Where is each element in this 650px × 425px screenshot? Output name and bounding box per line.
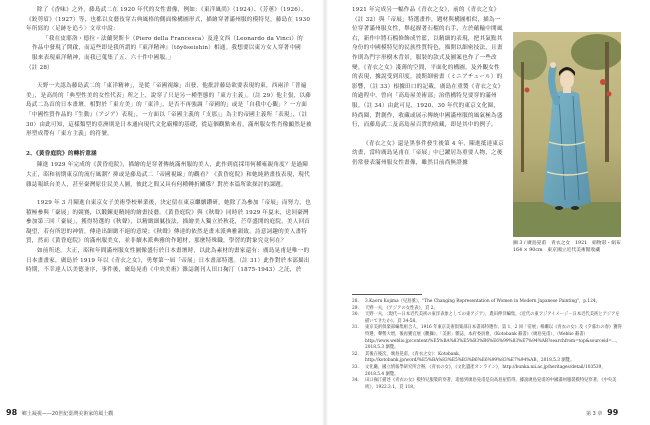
book-gutter [322,0,328,425]
footnote-31: 31. 東京美術倶楽部編集組合人，1916 年東京美術倶楽部日本書部特選作。第 1、2 回「帝展」相繼以《青衣の女》及《夕暮れの春》獲得特選，聲勢大增，後再獲官展《觀獅》、「美術」雜誌，本府委員會，《Kotobank 辭書》（廣島晃甫），（Weblio 辭書）http://www.weblio.jp/content/%E5%BA%83%E5%B3%B6%E6%99%83%E7%94%AB?searchfrom=top&sourceid=..., 2018.5.3 瀏覽。 [352,325,622,351]
paragraph: 如前所述，大正，昭和年間滿州服女性圖像盛行於日本畫壇時，以此為素材的畫家還有：廣島晃甫是唯一的日本畫畫家，廣島於 1919 年以《青衣之女》，勇奪第一屆「帝展」日本畫部特選。（註 31）此作對於本部描出時期，不幸達人以美德並序，事件後，廣島晃甫《中央美術》雜誌創刊人田口掬汀（1875-1943）之託，於 [26,248,310,274]
paragraph: 1921 年完成另一幅作品《青衣之女》，前的《青衣之女》（註 32）與「帝展」特選畫作，題材與構圖相似，描為一位穿著滿州服女性，舉起握著石榴的右手，左於蘊輸中開風右，新作中將石榴修飾成竹籃，以精細的表現，把其氣點其身份的中國模特兒的民族性質特色，描開以細密技法，且畫作則為門字形樹木背景，服裝的款式及圖案也作了一些改變。《青衣之女》淺薄的空間，平面化的構圖，及外觀女性的表現，據說受到印度，波斯細密畫（ミニアチュール）的影響，（註 33）根據田口的記載，廣島在重製《青衣之女》的過程中，曾向「高島屋美術部」治借構特兒要穿的滿州服。（註 34）由此可見，1920、30 年代的東京文化圈，時尚圈，對創作，收藏或展示傳統中國滿州服的風氣極為盛行，而藤島武二及高島屋百貨的收藏，即是其中的例子。 [352,7,504,129]
chapter-label: 第 3 章 [586,411,603,417]
running-title: 鄉土凝視——20世紀臺灣美術家的風土觀 [21,411,114,417]
footnote-33: 33. 文化廳，國立情報學研究所合辦，《青衣の女》，《文化遺產オンライン》，http://bunka.nii.ac.jp/heritages/detail/103539，2018.5.4 瀏覽。 [352,364,606,377]
figure-caption: 圖 3 / 廣島晃甫 青衣之女 1921 絹物彩・絹布 164 × 90cm 東京國立近代美術館收藏 [513,241,621,253]
paragraph: 《青衣之女》還是黑事件發生後第 4 年，陳進抵達東京幼畫，當時廣島晃甫在「帝展」中已躍居為重要人物，之後仍常發表滿州服女性畫像，雖然目前尚無證據 [352,140,504,166]
paragraph: 1929 年 3 月陳進自東京女子美術學校畢業後，決定留在東京繼續鑽研，她除了為參加「帝展」而努力，也積極參與「臺展」的競賽，以鍛鍊更精純的繪畫技藝。《黃昏庭院》與《秋聲》同時於 1929 年夏末，送回臺灣參加第三回「臺展」，獲得特選的《秋聲》，以精緻細膩技法，描繪美人獨立於秋花，芒草盛開的庭院，美人回首凝望，若有所思的神情，傳達出細緻不絕的意境；《秋聲》傳達的依然是畫末派典雅韻致，詩意詞趣的美人畫特質，然而《黃昏庭院》的滿州服美女，並非續木派典雅的作題材，那麼特殊職，學習的對象究竟何在？ [26,200,311,245]
paragraph: 陳進 1929 年完成的《黃昏庭院》，描繪的是穿著傳統滿州服的美人，此作到底採用何種雍親角度？是過陳大正，昭和初期東京的流行風潮？抑或是藤島武二「帝國視線」的觀看？《黃昏庭院》和她純熟畫技表現，現代雜誌報紙台美人，甚至臺灣原住民美人圖，彼此之間又具有何種轉折關係？對於本篇所欲探討的課題。 [26,162,310,188]
footnote-30: 30. 天野一夫，〈現代—日本近代美術の東洋表象としての東アジア〉，農田伸洋編集，《近代の東アジアイメージ－日本近代美術とアジアを描いてきたか》，頁 34-58。 [352,312,620,324]
paragraph: 天野一夫認為藤島武二的「東洋精神」，是從「帝國視線」出發，他批評藤島欲要表現的東，西兩洋「普遍美」，是高尚的「典型性美的女性代表」所之上，說穿了只是另一種型態的「東方主義」。（註 29）他主張，以藤島武二為首的日本畫壇，相對於「東方美」的「東洋」，是否不再強調「帝國的」或是「自我中心觀」？一方面「中國性質作品的『生動』（アジア）表現」，一方面以「帝國主義的『支那』」為主的帝國主義所「表現」，（註 30）由此可知，這樣類型的亞洲則是日本通向現代文化霸權的基礎，從這個觀點來看，滿州服女性肖像顯然是被形塑成帶有「東方主義」的符號。 [26,83,312,138]
page-number-left: 98 [6,408,18,417]
painting-image [513,32,621,237]
footnote-rule [352,294,422,295]
paragraph: 除了《香味》之外，藤島武二在 1920 年代的女性畫像，例如：《東洋風尚》（1924）、《芳蕙》（1926）、《鉸剪眉》（1927）等，也都以女藝伎穿古典風格的側面像構圖形式，描繪穿著滿州服的模特兒。藤島在 1930 年所寫的〈足跡を追う〉文章中說： 「我在皮耶洛・德拉・法蘭契斯卡（Piero della Francesca）及達文西（Leonardo da Vinci）的作品中發現了開啟，而這些即是我所謂的『東洋精神』（tōyōseishin）相通。我想要以東方女人穿著中國服來表現東洋精神，而我已蒐集了五、六十件中國服。」 （註 28） [26,7,311,71]
right-text-column [352,6,504,169]
section-heading: 2、《黃昏庭院》的轉折意涵 [26,150,97,157]
right-footer [586,408,618,417]
footnotes [352,299,622,391]
footnote-34: 34. 田口掬汀描述《青衣の女》模特兒服裝的穿著，追憶到廣島晃甫是向高島屋借得。據說廣島晃甫的中國滿州服裝模特兒穿著，《中央美術》，1922.3.1，頁 118。 [352,378,617,390]
footnote-29: 29. 天野一夫，《アジアの女性表》，頁 2。 [352,305,438,311]
figure-painting [513,32,621,237]
footnote-32: 32. 其後在後次，廣島晃甫，《青衣之女》：Kotobank，http://kotobank.jp/word/%E5%BA%83%E5%B3%B6%E6%99%83%E7%94%AB，2018.5.3 瀏覽。 [352,351,575,364]
footnote-28: 28. 3.Kaoru Kojima（兒島薰），"The Changing Representation of Women in Modern Japanese Painting"，p.124。 [352,299,600,304]
left-text-column [26,6,312,276]
left-footer [6,408,113,417]
page-number-right: 99 [607,408,619,417]
